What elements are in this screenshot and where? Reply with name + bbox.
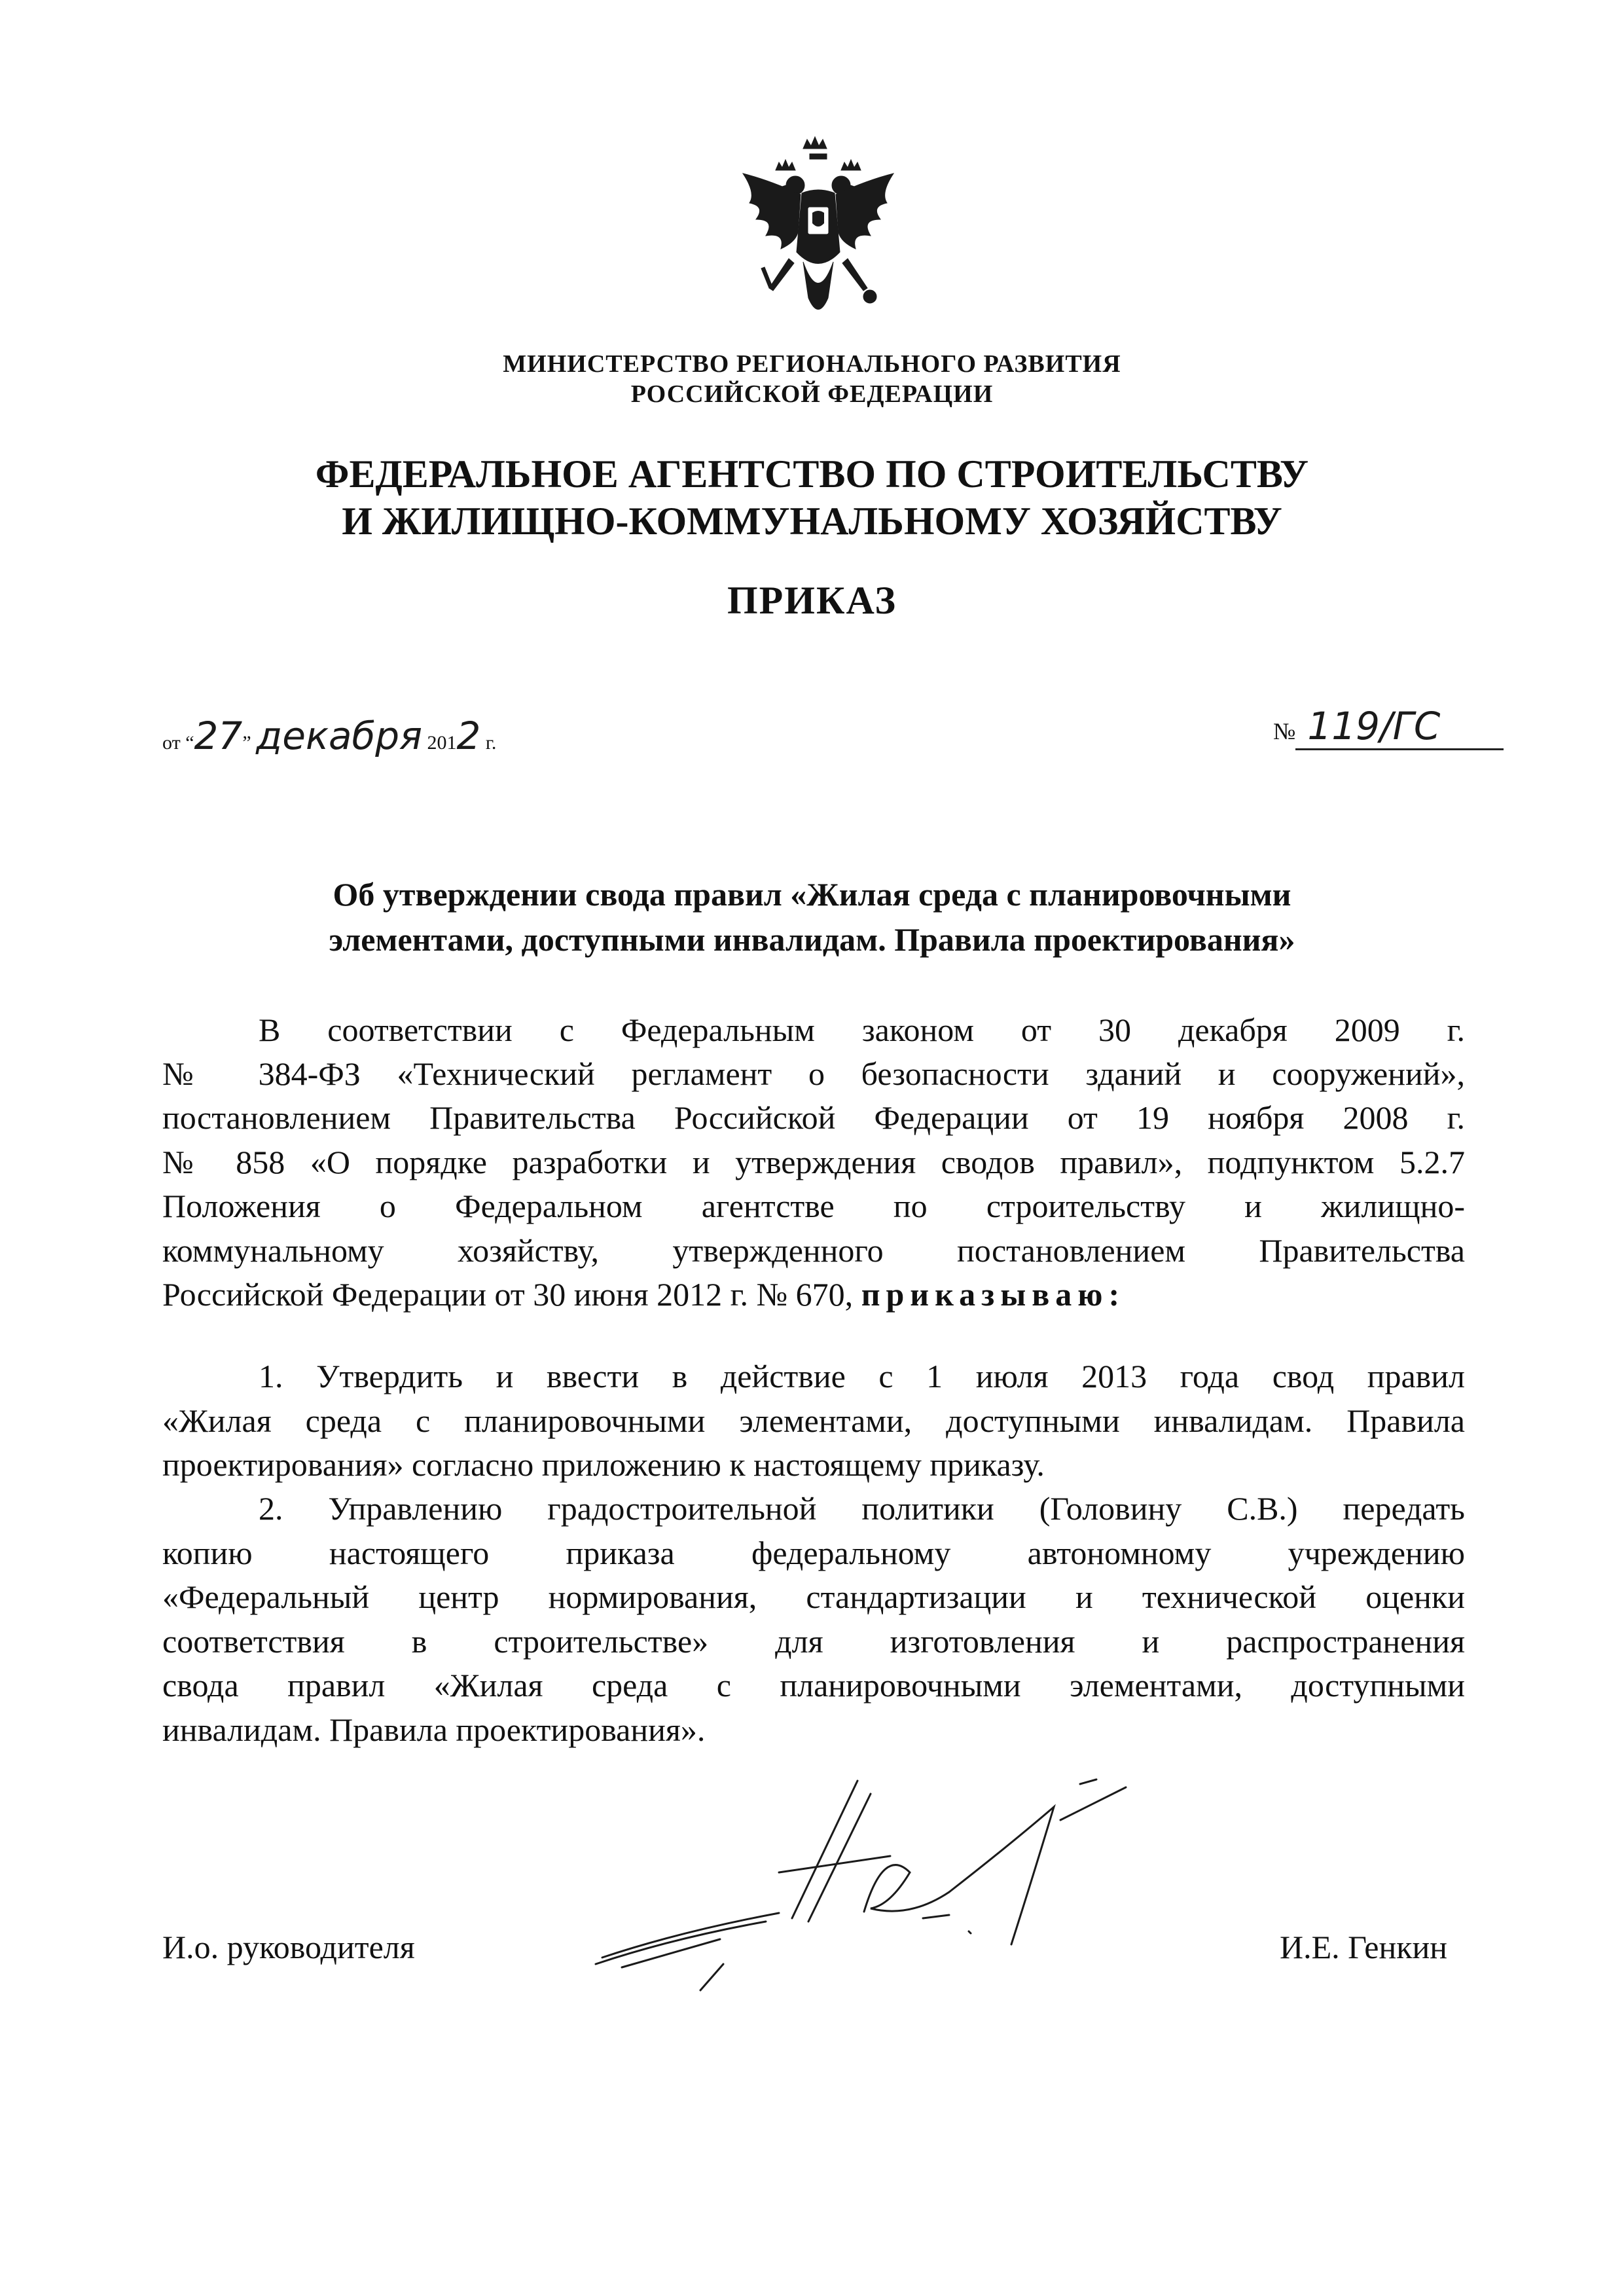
date-year-digit: 2 <box>456 714 481 758</box>
preamble-last-line <box>162 1275 1465 1314</box>
document-date <box>162 714 496 758</box>
item-1-line: проектирования» согласно приложению к настоящему приказу. <box>162 1446 1045 1483</box>
preamble-line: № 384-ФЗ «Технический регламент о безопасности зданий и сооружений», <box>162 1055 1465 1092</box>
preamble-last-text: Российской Федерации от 30 июня 2012 г. № 670, <box>162 1276 861 1313</box>
preamble-line: Положения о Федеральном агентстве по строительству и жилищно- <box>162 1188 1465 1224</box>
document-number <box>1273 704 1504 750</box>
preamble-line: № 858 «О порядке разработки и утверждения сводов правил», подпунктом 5.2.7 <box>162 1144 1465 1180</box>
subject-line1: Об утверждении свода правил «Жилая среда с планировочными <box>333 876 1291 913</box>
item-2-line: копию настоящего приказа федеральному автономному учреждению <box>162 1535 1465 1571</box>
item-1-line: «Жилая среда с планировочными элементами, доступными инвалидам. Правила <box>162 1402 1465 1439</box>
item-2-line: свода правил «Жилая среда с планировочными элементами, доступными <box>162 1667 1465 1704</box>
date-year-suffix: г. <box>480 732 497 754</box>
order-word: приказываю: <box>861 1276 1126 1313</box>
item-2-line: инвалидам. Правила проектирования». <box>162 1711 706 1748</box>
signatory-name: И.Е. Генкин <box>1280 1929 1448 1965</box>
preamble-line: постановлением Правительства Российской Федерации от 19 ноября 2008 г. <box>162 1099 1465 1136</box>
signatory-position: И.о. руководителя <box>162 1929 415 1965</box>
date-year-prefix: 201 <box>427 732 457 754</box>
coat-of-arms-emblem <box>730 134 907 331</box>
subject-line2: элементами, доступными инвалидам. Правила проектирования» <box>329 921 1295 958</box>
agency-name-line2: И ЖИЛИЩНО-КОММУНАЛЬНОМУ ХОЗЯЙСТВУ <box>342 500 1282 543</box>
number-value: 119/ГС <box>1307 704 1441 748</box>
preamble-line: коммунальному хозяйству, утвержденного постановлением Правительства <box>162 1232 1465 1269</box>
agency-name-line1: ФЕДЕРАЛЬНОЕ АГЕНТСТВО ПО СТРОИТЕЛЬСТВУ <box>315 452 1309 496</box>
item-2-line: 2. Управлению градостроительной политики (Головину С.В.) передать <box>259 1490 1465 1527</box>
ministry-name-line2: РОССИЙСКОЙ ФЕДЕРАЦИИ <box>630 380 994 408</box>
item-2-line: соответствия в строительстве» для изготовления и распространения <box>162 1623 1465 1660</box>
item-2-line: «Федеральный центр нормирования, стандартизации и технической оценки <box>162 1578 1465 1615</box>
preamble-line: В соответствии с Федеральным законом от 30 декабря 2009 г. <box>259 1011 1465 1048</box>
date-prefix: от “ <box>162 732 194 754</box>
document-type-title: ПРИКАЗ <box>727 579 897 622</box>
date-day: 27 <box>194 714 243 758</box>
number-prefix: № <box>1273 718 1296 744</box>
item-1-line: 1. Утвердить и ввести в действие с 1 июля 2013 года свод правил <box>259 1358 1465 1394</box>
ministry-name-line1: МИНИСТЕРСТВО РЕГИОНАЛЬНОГО РАЗВИТИЯ <box>503 350 1121 378</box>
date-month: декабря <box>256 714 423 758</box>
date-quote-close: ” <box>242 732 251 754</box>
handwritten-signature <box>583 1768 1159 2003</box>
